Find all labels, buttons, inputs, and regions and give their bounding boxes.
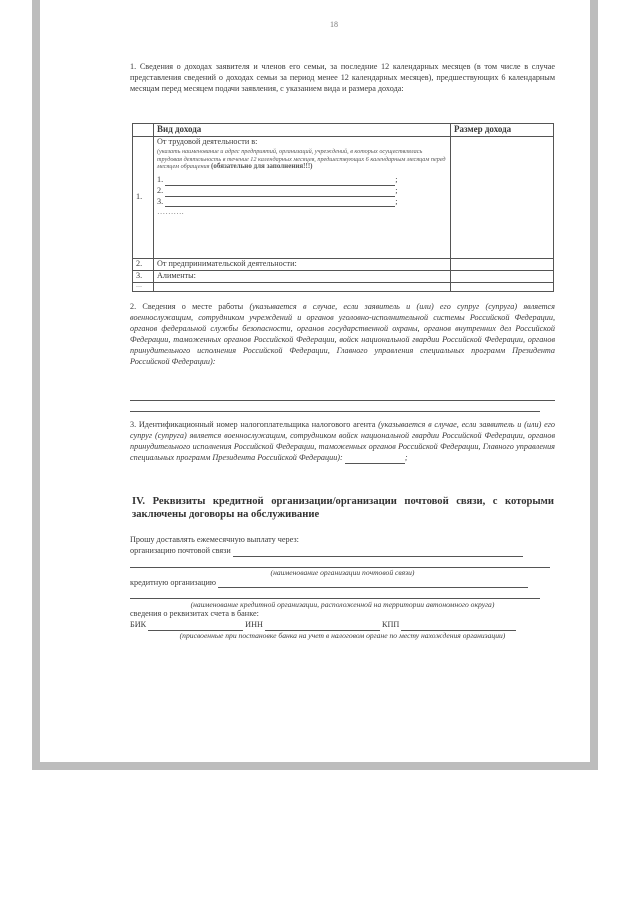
employer-3-input[interactable] (165, 198, 395, 207)
mandatory-note: (обязательно для заполнения!!!) (211, 162, 313, 171)
workplace-note: (указывается в случае, если заявитель и (или) его супруг (супруга) является военнослужащим, сотрудником учреждений и органов уголовно-исполнительной системы Российской Федерации, органов федеральной службы безопасности, органов государственной охраны, органов внутренних дел Российской Федерации, таможенных органов Российской Федерации, войск национальной гвардии Российской Федерации, органов принудительного исполнения Российской Федерации, Главного управления специальных программ Президента Российской Федерации): (130, 302, 555, 366)
col-income-type: Вид дохода (154, 124, 451, 137)
postal-input[interactable] (233, 548, 523, 557)
extra-income-amount[interactable] (451, 282, 554, 291)
income-table (132, 123, 554, 292)
col-num (133, 124, 154, 137)
table-row (133, 259, 554, 271)
extra-income-label (154, 282, 451, 291)
list-item: 2. ; (157, 185, 398, 195)
kpp-input[interactable] (401, 622, 516, 631)
credit-caption: (наименование кредитной организации, расположенной на территории автономного округа) (190, 599, 495, 609)
bik-label: БИК (130, 620, 147, 629)
credit-row-2 (130, 589, 555, 600)
alimony-label: Алименты: (154, 270, 451, 282)
tin-input[interactable] (345, 455, 405, 464)
workplace-section (130, 302, 555, 367)
labor-income-cell (154, 137, 451, 259)
list-item-number: 2. (157, 185, 164, 195)
page-number: 18 (330, 20, 338, 29)
page-frame (32, 0, 598, 770)
labor-income-title: От трудовой деятельности в: (157, 137, 258, 146)
tin-section (130, 420, 555, 464)
row-number: 3. (133, 270, 154, 282)
table-row (133, 282, 554, 291)
row-number: 1. (133, 137, 154, 259)
tin-lead: 3. Идентификационный номер налогоплательщика налогового агента (130, 420, 376, 429)
workplace-input-1[interactable] (130, 390, 555, 401)
workplace-lines (130, 390, 555, 412)
kpp-label: КПП (382, 620, 400, 629)
list-item: 3. ; (157, 196, 398, 206)
table-header-row (133, 124, 554, 137)
tin-end: ; (404, 452, 408, 462)
tin-note: (указывается в случае, если заявитель и (или) его супруг (супруга) является военнослужащим, сотрудником войск национальной гвардии Российской Федерации, органов принудительного исполнения Российской Федерации, таможенных органов Российской Федерации, Главного управления специальных программ Президента Российской Федерации): (130, 420, 555, 462)
postal-caption: (наименование организации почтовой связи) (270, 568, 415, 577)
inn-label: ИНН (245, 620, 263, 629)
table-row (133, 137, 554, 259)
postal-row-2 (130, 557, 555, 568)
table-row (133, 270, 554, 282)
more-dots: ………. (157, 207, 184, 217)
list-item: 1. ; (157, 174, 398, 184)
workplace-input-2[interactable] (130, 401, 540, 412)
bank-caption: (присвоенные при постановке банка на учет в налоговом органе по месту нахождения организации) (179, 631, 506, 640)
bank-details-row (130, 620, 555, 631)
credit-input[interactable] (218, 579, 528, 588)
col-income-amount: Размер дохода (451, 124, 554, 137)
business-income-label: От предпринимательской деятельности: (154, 259, 451, 271)
list-item-number: 1. (157, 174, 164, 184)
credit-row (130, 578, 555, 589)
labor-income-hint-text: (указать наименование и адрес предприятий, организаций, учреждений, в которых осуществлялась трудовая деятельность в течение 12 календарных месяцев, предшествующих 6 календарным месяцам перед месяцем обращения (157, 147, 446, 171)
postal-row (130, 546, 555, 557)
list-item-number: 3. (157, 196, 164, 206)
income-intro: 1. Сведения о доходах заявителя и членов его семьи, за последние 12 календарных месяцев (в том числе в случае представления сведений о доходах семьи за период менее 12 календарных месяцев), предшествующих 6 календарным месяцам перед месяцем подачи заявления, с указанием вида и размера дохода: (130, 62, 555, 93)
postal-input-2[interactable] (130, 559, 550, 568)
labor-income-hint (157, 148, 447, 171)
credit-input-2[interactable] (130, 590, 540, 599)
employer-1-input[interactable] (165, 177, 395, 186)
workplace-lead: 2. Сведения о месте работы (130, 302, 244, 311)
payment-request: Прошу доставлять ежемесячную выплату через: (130, 535, 299, 544)
account-label: сведения о реквизитах счета в банке: (130, 609, 259, 618)
postal-label: организацию почтовой связи (130, 546, 231, 555)
section-iv-heading: IV. Реквизиты кредитной организации/организации почтовой связи, с которыми заключены договоры на обслуживание (132, 496, 554, 520)
alimony-amount[interactable] (451, 270, 554, 282)
bik-input[interactable] (148, 622, 243, 631)
business-income-amount[interactable] (451, 259, 554, 271)
inn-input[interactable] (265, 622, 380, 631)
row-number: 2. (133, 259, 154, 271)
row-number: … (133, 282, 154, 291)
payment-form (130, 535, 555, 641)
credit-label: кредитную организацию (130, 577, 217, 587)
employer-2-input[interactable] (165, 188, 395, 197)
labor-income-amount[interactable] (451, 137, 554, 259)
employer-lines (157, 175, 447, 219)
